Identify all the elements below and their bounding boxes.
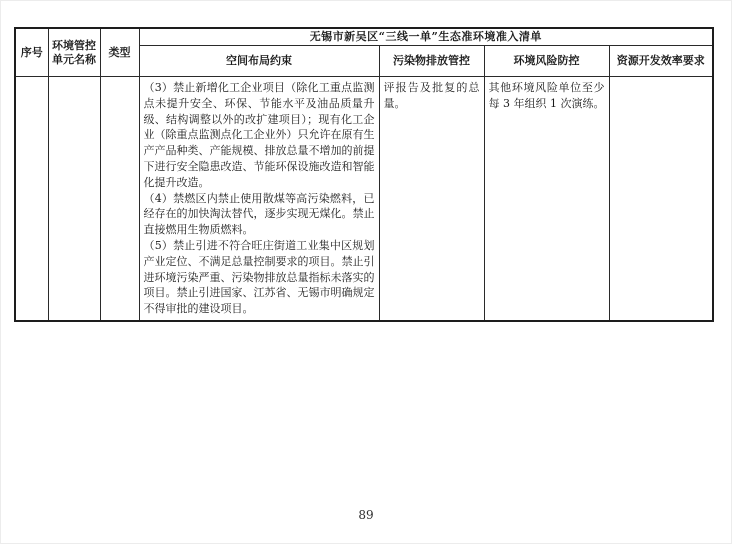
table-body-row xyxy=(15,77,713,321)
cell-environmental-risk-control: 其他环境风险单位至少每 3 年组织 1 次演练。 xyxy=(484,77,609,321)
cell-spatial-layout-constraints xyxy=(139,77,379,321)
header-pollutant-discharge-control: 污染物排放管控 xyxy=(379,46,484,77)
table-title: 无锡市新吴区“三线一单”生态准环境准入清单 xyxy=(139,28,713,46)
page-number: 89 xyxy=(358,508,374,522)
cell-control-unit-name xyxy=(48,77,100,321)
cell-resource-efficiency-requirements xyxy=(609,77,713,321)
header-serial-number: 序号 xyxy=(15,28,48,77)
cell-serial-number xyxy=(15,77,48,321)
spatial-constraint-item-5: （5）禁止引进不符合旺庄街道工业集中区规划产业定位、不满足总量控制要求的项目。禁止引进环境污染严重、污染物排放总量指标未落实的项目。禁止引进国家、江苏省、无锡市明确规定不得审批的建设项目。 xyxy=(143,238,375,316)
spatial-constraint-item-3: （3）禁止新增化工企业项目（除化工重点监测点未提升安全、环保、节能水平及油品质量升级、结构调整以外的改扩建项目）；现有化工企业（除重点监测点化工企业外）只允许在原有生产产品种类、产能规模、排放总量不增加的前提下进行安全隐患改造、节能环保设施改造和智能化提升改造。 xyxy=(143,81,375,189)
header-control-unit-name: 环境管控单元名称 xyxy=(48,28,100,77)
cell-pollutant-discharge-control: 评报告及批复的总量。 xyxy=(379,77,484,321)
eco-environment-access-table xyxy=(14,27,714,322)
cell-type xyxy=(100,77,139,321)
header-environmental-risk-control: 环境风险防控 xyxy=(484,46,609,77)
spatial-constraint-item-4: （4）禁燃区内禁止使用散煤等高污染燃料，已经存在的加快淘汰替代，逐步实现无煤化。禁止直接燃用生物质燃料。 xyxy=(143,191,375,237)
header-spatial-layout-constraints: 空间布局约束 xyxy=(139,46,379,77)
header-resource-efficiency-requirements: 资源开发效率要求 xyxy=(609,46,713,77)
header-type: 类型 xyxy=(100,28,139,77)
table-header-row-1 xyxy=(15,28,713,46)
